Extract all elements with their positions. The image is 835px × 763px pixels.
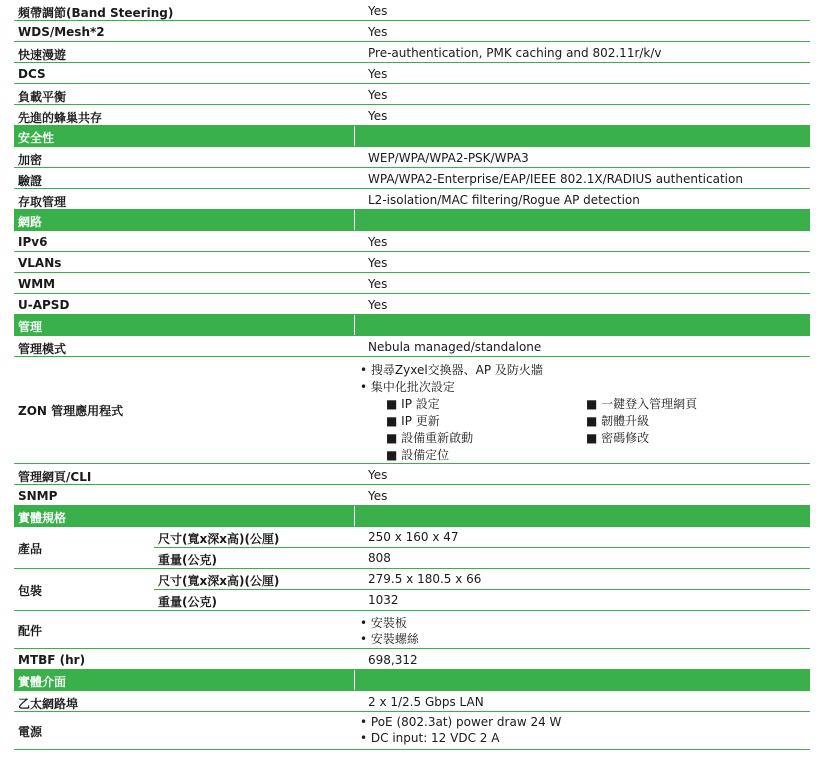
accessory-item: • 安裝螺絲 [360, 632, 419, 646]
spec-row [14, 189, 810, 210]
spec-sublabel: 尺寸(寬x深x高)(公厘) [158, 574, 280, 588]
spec-row [14, 147, 810, 168]
spec-value: Yes [368, 25, 388, 39]
spec-value: Yes [368, 298, 388, 312]
power-row [14, 712, 810, 750]
section-title: 實體規格 [18, 511, 67, 525]
spec-value: L2-isolation/MAC filtering/Rogue AP detection [368, 193, 640, 207]
spec-value: Yes [368, 4, 388, 18]
spec-value: Yes [368, 109, 388, 123]
spec-row [14, 84, 810, 105]
spec-value: Yes [368, 489, 388, 503]
power-item: • PoE (802.3at) power draw 24 W [360, 715, 562, 729]
spec-value: 2 x 1/2.5 Gbps LAN [368, 695, 484, 709]
section-divider [354, 670, 355, 690]
product-row [14, 527, 810, 569]
section-divider [354, 315, 355, 335]
spec-row [14, 168, 810, 189]
spec-subrow [154, 569, 810, 590]
spec-table [14, 0, 810, 750]
spec-value: 1032 [368, 593, 399, 607]
spec-row [14, 649, 810, 670]
spec-label: 加密 [18, 153, 43, 167]
section-divider [354, 506, 355, 526]
spec-row [14, 231, 810, 252]
spec-label: DCS [18, 67, 46, 81]
section-title: 安全性 [18, 131, 55, 145]
section-header-interface [14, 670, 810, 691]
spec-value: Pre-authentication, PMK caching and 802.11r/k/v [368, 46, 662, 60]
spec-row [14, 273, 810, 294]
spec-row [14, 336, 810, 357]
spec-label: 管理網頁/CLI [18, 470, 92, 484]
zon-batch-item: ■ 設備重新啟動 [386, 431, 474, 445]
spec-value: Yes [368, 88, 388, 102]
spec-value: Yes [368, 235, 388, 249]
section-header-physical [14, 506, 810, 527]
zon-batch-item: ■ IP 更新 [386, 414, 440, 428]
zon-batch-item: ■ 設備定位 [386, 448, 450, 462]
zon-batch-item: ■ 韌體升級 [586, 414, 650, 428]
spec-label: 先進的蜂巢共存 [18, 111, 103, 125]
spec-label: 存取管理 [18, 195, 67, 209]
zon-batch-item: ■ IP 設定 [386, 397, 440, 411]
spec-label: 產品 [18, 542, 43, 556]
spec-value: Yes [368, 277, 388, 291]
spec-subrow [154, 527, 810, 548]
spec-row [14, 42, 810, 63]
spec-value: WPA/WPA2-Enterprise/EAP/IEEE 802.1X/RADIUS authentication [368, 172, 743, 186]
zon-feature: • 搜尋Zyxel交換器、AP 及防火牆 [360, 363, 543, 377]
spec-label: 包裝 [18, 584, 43, 598]
spec-subrow [154, 548, 810, 568]
section-title: 網路 [18, 215, 43, 229]
spec-row [14, 21, 810, 42]
spec-sublabel: 重量(公克) [158, 595, 217, 609]
spec-row [14, 485, 810, 506]
spec-label: VLANs [18, 256, 62, 270]
spec-value: Yes [368, 256, 388, 270]
spec-label: 配件 [18, 624, 43, 638]
section-divider [354, 210, 355, 230]
spec-label: 乙太網路埠 [18, 697, 79, 711]
spec-value: 279.5 x 180.5 x 66 [368, 572, 482, 586]
spec-label: 負載平衡 [18, 90, 67, 104]
spec-sublabel: 重量(公克) [158, 553, 217, 567]
spec-row [14, 294, 810, 315]
section-header-network [14, 210, 810, 231]
section-header-security [14, 126, 810, 147]
spec-label: SNMP [18, 489, 58, 503]
spec-value: Yes [368, 468, 388, 482]
spec-value: Yes [368, 67, 388, 81]
zon-batch-item: ■ 一鍵登入管理網頁 [586, 397, 698, 411]
spec-label: 快速漫遊 [18, 48, 67, 62]
spec-label: WMM [18, 277, 56, 291]
spec-row [14, 105, 810, 126]
power-item: • DC input: 12 VDC 2 A [360, 731, 500, 745]
spec-row [14, 691, 810, 712]
accessory-item: • 安裝板 [360, 616, 407, 630]
accessories-row [14, 611, 810, 649]
section-header-management [14, 315, 810, 336]
spec-label: 頻帶調節(Band Steering) [18, 6, 174, 20]
spec-value: WEP/WPA/WPA2-PSK/WPA3 [368, 151, 529, 165]
spec-row [14, 252, 810, 273]
spec-row [14, 464, 810, 485]
spec-value: 698,312 [368, 653, 418, 667]
zon-batch-item: ■ 密碼修改 [586, 431, 650, 445]
spec-label: U-APSD [18, 298, 70, 312]
spec-label: MTBF (hr) [18, 653, 86, 667]
spec-label: IPv6 [18, 235, 48, 249]
package-row [14, 569, 810, 611]
section-title: 管理 [18, 320, 43, 334]
spec-label: 電源 [18, 725, 43, 739]
zon-app-row [14, 357, 810, 464]
spec-row [14, 0, 810, 21]
spec-label: ZON 管理應用程式 [18, 404, 124, 418]
spec-label: WDS/Mesh*2 [18, 25, 105, 39]
zon-feature: • 集中化批次設定 [360, 380, 455, 394]
spec-subrow [154, 590, 810, 610]
spec-sublabel: 尺寸(寬x深x高)(公厘) [158, 532, 280, 546]
section-divider [354, 126, 355, 146]
spec-value: Nebula managed/standalone [368, 340, 542, 354]
spec-row [14, 63, 810, 84]
spec-value: 808 [368, 551, 391, 565]
spec-label: 驗證 [18, 174, 43, 188]
spec-value: 250 x 160 x 47 [368, 530, 459, 544]
spec-label: 管理模式 [18, 342, 67, 356]
section-title: 實體介面 [18, 675, 67, 689]
